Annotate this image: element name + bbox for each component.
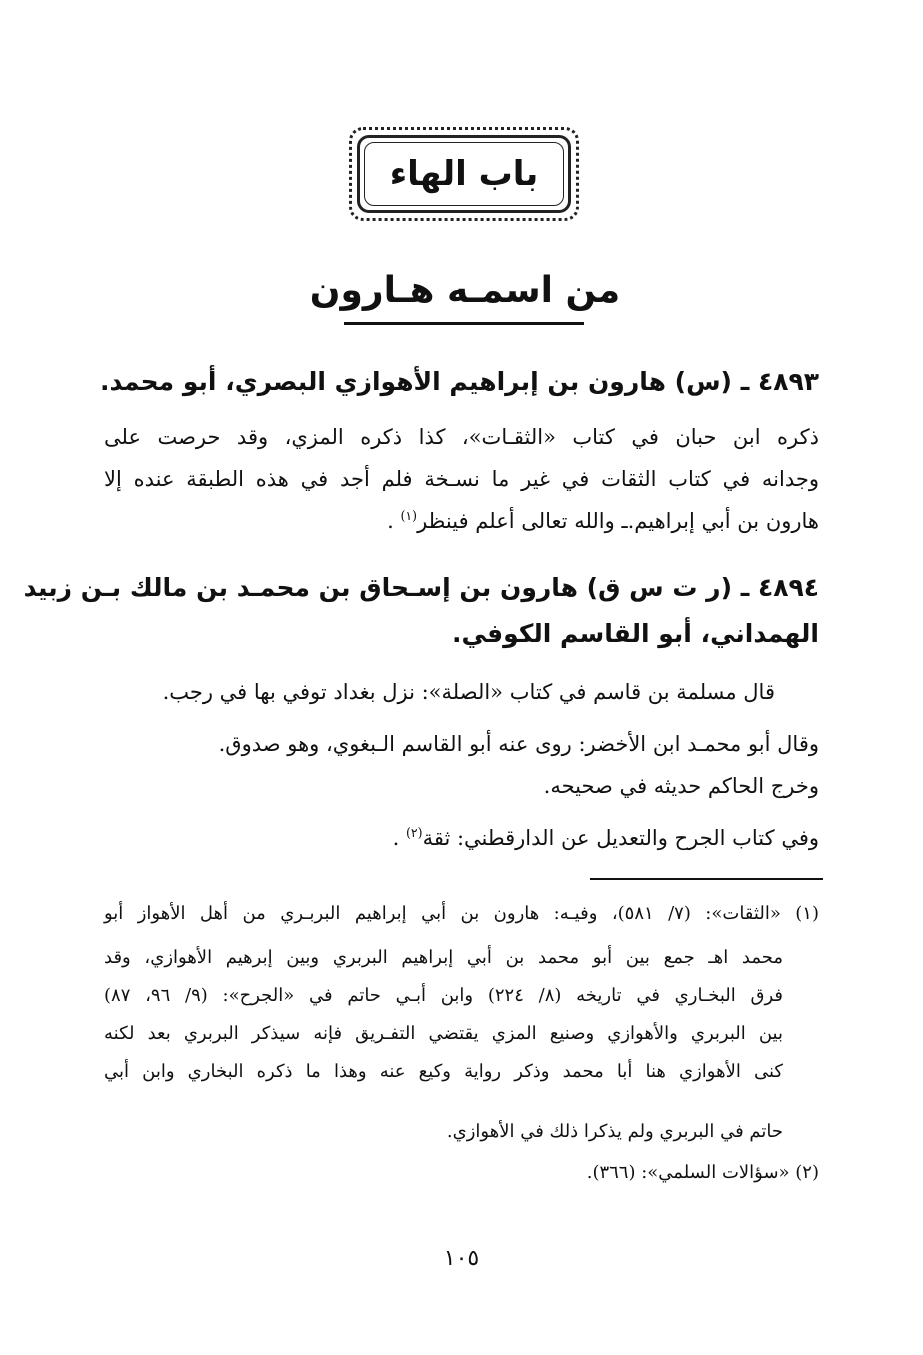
section-title-underline (344, 322, 584, 325)
footnote-1-line-4: بين البربري والأهوازي وصنيع المزي يقتضي التفـريق فإنه سيذكر البربري بعد لكنه (104, 1023, 783, 1044)
entry-4893-line-3 (387, 503, 819, 539)
entry-4894-paragraph-4-end: . (392, 826, 400, 850)
footnote-1-line-3: فرق البخـاري في تاريخه (٨/ ٢٢٤) وابن أبـي حاتم في «الجرح»: (٩/ ٩٦، ٨٧) (104, 985, 783, 1006)
footnote-1-line-1: (١) «الثقات»: (٧/ ٥٨١)، وفيـه: هارون بن أبي إبراهيم البربـري من أهل الأهواز أبو (104, 903, 819, 924)
section-title: من اسمـه هـارون (309, 270, 621, 311)
footnote-1-line-5: كنى الأهوازي هنا أبا محمد وذكر رواية وكيع عنه وهذا ما ذكره البخاري وابن أبي (104, 1061, 783, 1082)
chapter-frame-inner (364, 142, 564, 206)
entry-4893-heading: ٤٨٩٣ ـ (س) هارون بن إبراهيم الأهوازي البصري، أبو محمد. (99, 367, 819, 396)
entry-4894-heading-line-1: ٤٨٩٤ ـ (ر ت س ق) هارون بن إسـحاق بن محمـد بن مالك بـن زبيد (23, 573, 819, 602)
entry-4894-paragraph-2: وقال أبو محمـد ابن الأخضر: روى عنه أبو القاسم الـبغوي، وهو صدوق. (218, 732, 819, 756)
entry-4894-paragraph-4 (393, 820, 819, 856)
entry-4894-paragraph-4-text: وفي كتاب الجرح والتعديل عن الدارقطني: ثقة (422, 826, 819, 850)
footnote-1-line-2: محمد اهـ جمع بين أبو محمد بن أبي إبراهيم البربري وبين إبرهيم الأهوازي، وقد (104, 947, 783, 968)
entry-4894-paragraph-1: قال مسلمة بن قاسم في كتاب «الصلة»: نزل بغداد توفي بها في رجب. (162, 680, 775, 704)
entry-4893-line-3-text: هارون بن أبي إبراهيم.ـ والله تعالى أعلم فينظر (417, 509, 819, 533)
entry-4893-line-3-end: . (387, 509, 394, 533)
footnote-ref-2: (٢) (405, 825, 423, 840)
chapter-frame-border (357, 135, 571, 213)
chapter-title-frame (349, 127, 579, 221)
entry-4894-paragraph-3: وخرج الحاكم حديثه في صحيحه. (543, 774, 819, 798)
page-number: ١٠٥ (443, 1246, 480, 1271)
footnote-1-line-6: حاتم في البربري ولم يذكرا ذلك في الأهوازي. (446, 1121, 783, 1142)
footnote-separator (590, 878, 823, 880)
footnote-2: (٢) «سؤالات السلمي»: (٣٦٦). (586, 1162, 819, 1183)
footnote-ref-1: (١) (400, 508, 418, 523)
entry-4893-line-1: ذكره ابن حبان في كتاب «الثقـات»، كذا ذكره المزي، وقد حرصت على (104, 425, 819, 449)
chapter-title: باب الهاء (389, 154, 539, 194)
entry-4893-line-2: وجدانه في كتاب الثقات في غير ما نسـخة فلم أجد في هذه الطبقة عنده إلا (104, 467, 819, 491)
entry-4894-heading-line-2: الهمداني، أبو القاسم الكوفي. (451, 619, 819, 648)
